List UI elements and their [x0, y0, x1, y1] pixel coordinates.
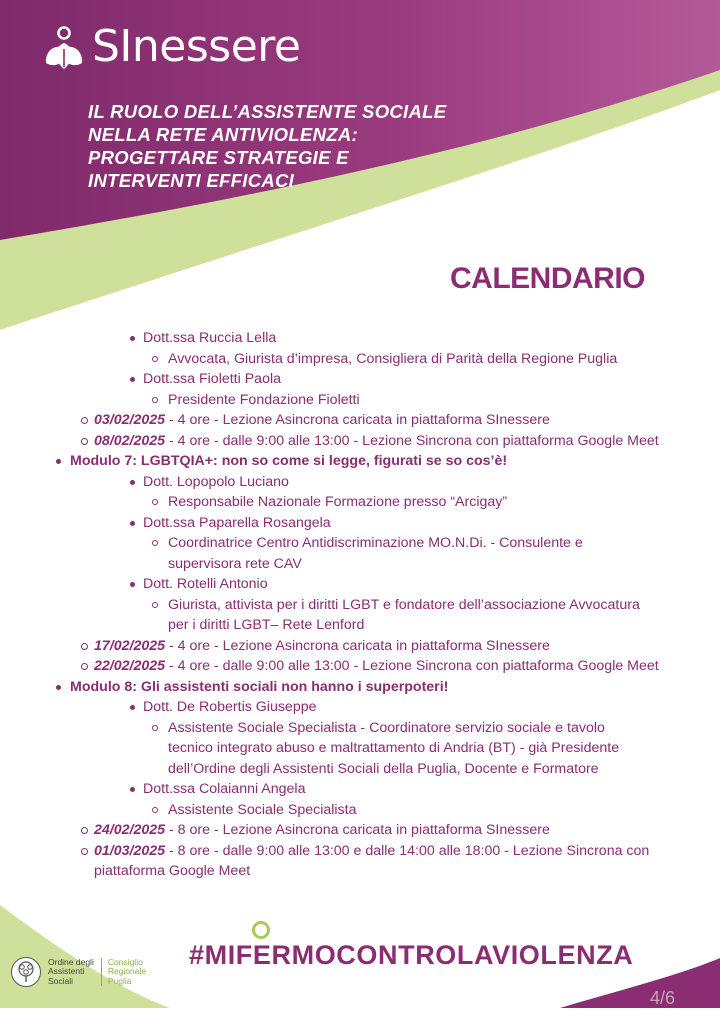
speaker-role-item: [0, 800, 720, 821]
speaker-item-text: [0, 779, 720, 800]
speaker-item-text: [0, 574, 720, 595]
row-text: - 4 ore - dalle 9:00 alle 13:00 - Lezione Sincrona con piattaforma Google Meet: [165, 658, 659, 674]
lotus-icon: [44, 23, 84, 71]
bullet-circle-icon: [152, 602, 158, 608]
speaker-role-item: [0, 349, 720, 370]
bullet-circle-icon: [81, 848, 88, 855]
row-text: Dott. Lopopolo Luciano: [143, 473, 289, 490]
date-item: [0, 636, 720, 657]
tree-seal-icon: [10, 956, 42, 988]
row-text: Modulo 8: Gli assistenti sociali non hanno i superpoteri!: [70, 678, 449, 695]
speaker-item: [0, 513, 720, 534]
course-title-line: IL RUOLO DELL’ASSISTENTE SOCIALE: [88, 101, 447, 122]
council-name-line: Regionale: [107, 966, 147, 977]
speaker-item: [0, 574, 720, 595]
speaker-role-item: [0, 718, 720, 780]
speaker-item-text: [0, 328, 720, 349]
speaker-item-text: [0, 472, 720, 493]
bullet-dot-icon: [130, 336, 135, 341]
bullet-circle-icon: [152, 356, 158, 362]
lesson-date: 08/02/2025: [94, 432, 166, 449]
brand-name: SInessere: [92, 21, 301, 72]
council-name-line: Puglia: [107, 975, 132, 986]
course-title-line: PROGETTARE STRATEGIE E: [88, 147, 349, 168]
org-name-line: Assistenti: [48, 966, 85, 977]
council-name-line: Consiglio: [107, 956, 143, 967]
calendar-list: [0, 328, 720, 882]
speaker-item-text: [0, 513, 720, 534]
lesson-date: 03/02/2025: [94, 412, 166, 428]
bullet-dot-icon: [130, 705, 135, 710]
speaker-role-item-text: [0, 718, 648, 780]
org-name-line: Sociali: [48, 975, 74, 986]
speaker-item: [0, 328, 720, 349]
bullet-circle-icon: [81, 827, 88, 834]
campaign-hashtag: #MIFERMOCONTROLAVIOLENZA: [189, 940, 634, 970]
bullet-circle-icon: [152, 807, 158, 813]
row-text: Modulo 7: LGBTQIA+: non so come si legge, figurati se so cos’è!: [70, 453, 508, 469]
speaker-role-item-text: [0, 492, 648, 513]
speaker-role-item-text: [0, 533, 648, 574]
brand-logo: [44, 22, 300, 72]
speaker-item-text: [0, 697, 720, 718]
section-title: CALENDARIO: [450, 262, 645, 295]
module-item-text: [0, 451, 720, 472]
row-text: Responsabile Nazionale Formazione presso “Arcigay”: [168, 494, 508, 510]
row-text: Assistente Sociale Specialista: [168, 801, 357, 818]
bullet-circle-icon: [152, 540, 158, 546]
date-item: [0, 656, 720, 677]
bullet-dot-icon: [56, 685, 61, 690]
bullet-circle-icon: [81, 643, 88, 650]
bullet-dot-icon: [130, 582, 135, 587]
bullet-circle-icon: [81, 438, 88, 445]
speaker-role-item-text: [0, 595, 648, 636]
lesson-date: 17/02/2025: [94, 637, 166, 654]
row-text: - 4 ore - Lezione Asincrona caricata in piattaforma SInessere: [165, 637, 550, 654]
org-name-line: Ordine degli: [48, 956, 94, 967]
bullet-dot-icon: [56, 459, 61, 464]
lesson-date: 01/03/2025: [94, 842, 166, 859]
row-text: - 8 ore - Lezione Asincrona caricata in piattaforma SInessere: [165, 822, 550, 838]
speaker-item: [0, 697, 720, 718]
date-item-text: [0, 656, 674, 677]
page-number: 4/6: [650, 988, 676, 1008]
course-title-line: NELLA RETE ANTIVIOLENZA:: [88, 124, 358, 145]
bullet-circle-icon: [152, 397, 158, 403]
module-item-text: [0, 677, 720, 698]
module-item: [0, 451, 720, 472]
bullet-dot-icon: [130, 377, 135, 382]
row-text: Dott.ssa Paparella Rosangela: [143, 514, 331, 531]
speaker-role-item: [0, 595, 720, 636]
date-item: [0, 410, 720, 431]
course-title: [88, 100, 508, 192]
date-item-text: [0, 841, 674, 882]
row-text: Giurista, attivista per i diritti LGBT e fondatore dell’associazione Avvocatura per i diritti LGBT– Rete Lenford: [168, 596, 640, 633]
row-text: Presidente Fondazione Fioletti: [168, 391, 360, 408]
lesson-date: 24/02/2025: [94, 822, 166, 838]
bullet-circle-icon: [152, 499, 158, 505]
council-name: [101, 958, 146, 987]
row-text: - 4 ore - dalle 9:00 alle 13:00 - Lezione Sincrona con piattaforma Google Meet: [165, 432, 659, 449]
module-item: [0, 677, 720, 698]
row-text: Dott.ssa Fioletti Paola: [143, 371, 281, 387]
speaker-role-item: [0, 492, 720, 513]
row-text: Dott. Rotelli Antonio: [143, 576, 268, 592]
date-item-text: [0, 820, 674, 841]
course-title-line: INTERVENTI EFFICACI: [88, 170, 295, 191]
row-text: - 8 ore - dalle 9:00 alle 13:00 e dalle 14:00 alle 18:00 - Lezione Sincrona con piattaforma Google Meet: [94, 842, 650, 879]
speaker-item: [0, 369, 720, 390]
bullet-dot-icon: [130, 787, 135, 792]
speaker-item-text: [0, 369, 720, 390]
lesson-date: 22/02/2025: [94, 658, 166, 674]
date-item: [0, 841, 720, 882]
speaker-role-item: [0, 533, 720, 574]
date-item-text: [0, 410, 674, 431]
bullet-circle-icon: [81, 663, 88, 670]
org-name: [48, 958, 94, 987]
speaker-item: [0, 779, 720, 800]
row-text: Dott.ssa Colaianni Angela: [143, 781, 306, 797]
date-item: [0, 431, 720, 452]
speaker-role-item: [0, 390, 720, 411]
row-text: Dott. De Robertis Giuseppe: [143, 699, 317, 715]
speaker-role-item-text: [0, 349, 648, 370]
bullet-dot-icon: [130, 480, 135, 485]
date-item: [0, 820, 720, 841]
bullet-dot-icon: [130, 521, 135, 526]
hashtag-ring-icon: [252, 921, 270, 939]
footer-org-logo: [10, 956, 146, 988]
bullet-circle-icon: [152, 725, 158, 731]
speaker-role-item-text: [0, 390, 648, 411]
speaker-role-item-text: [0, 800, 648, 821]
row-text: - 4 ore - Lezione Asincrona caricata in piattaforma SInessere: [165, 412, 550, 428]
speaker-item: [0, 472, 720, 493]
date-item-text: [0, 431, 674, 452]
row-text: Coordinatrice Centro Antidiscriminazione MO.N.Di. - Consulente e supervisora rete CAV: [168, 535, 583, 572]
row-text: Assistente Sociale Specialista - Coordinatore servizio sociale e tavolo tecnico integrato abuso e maltrattamento di Andria (BT) - già Presidente dell’Ordine degli Assistenti Sociali della Puglia, Docente e Formatore: [168, 719, 620, 777]
bullet-circle-icon: [81, 417, 88, 424]
row-text: Dott.ssa Ruccia Lella: [143, 330, 277, 346]
date-item-text: [0, 636, 674, 657]
row-text: Avvocata, Giurista d’impresa, Consigliera di Parità della Regione Puglia: [168, 350, 618, 367]
